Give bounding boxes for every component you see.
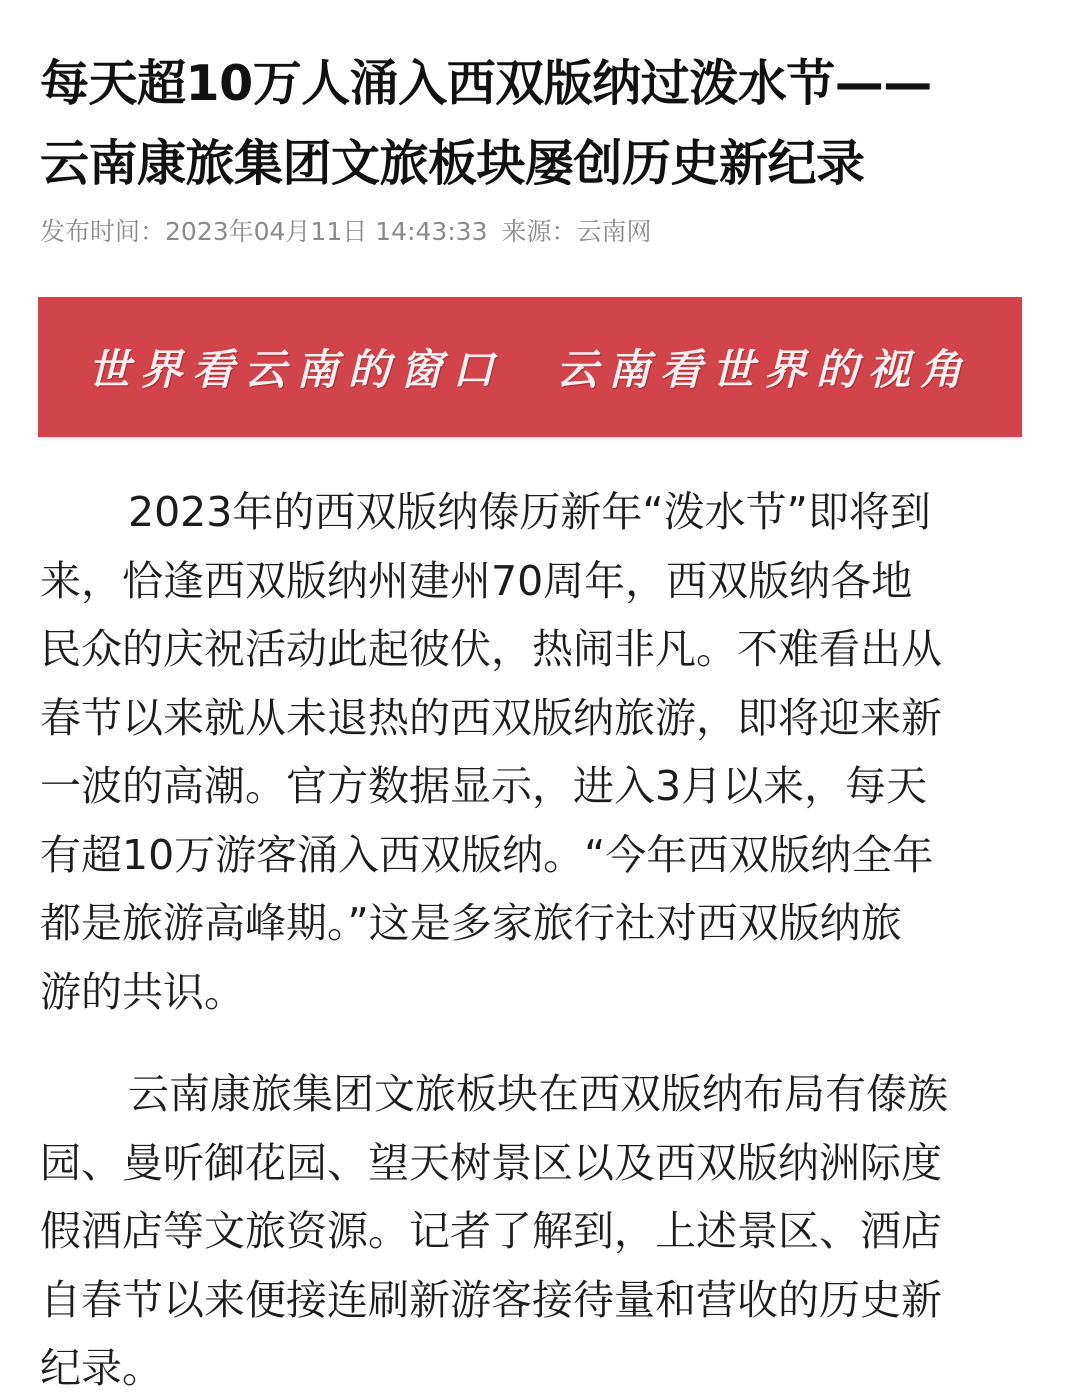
banner-slogan [88, 337, 972, 397]
article-paragraph-2 [40, 1060, 1040, 1395]
paragraph-line: 有超10万游客涌入西双版纳。“今年西双版纳全年 [40, 830, 934, 879]
article-title-line: 每天超10万人涌入西双版纳过泼水节—— [40, 55, 932, 112]
source-name[interactable]: 云南网 [576, 217, 652, 246]
paragraph-line: 假酒店等文旅资源。记者了解到，上述景区、酒店 [40, 1207, 942, 1255]
banner-slogan-right: 云南看世界的视角 [556, 345, 973, 394]
article-meta [40, 212, 652, 252]
article-paragraph-1 [40, 478, 1040, 1026]
paragraph-line: 春节以来就从未退热的西双版纳旅游，即将迎来新 [40, 693, 942, 742]
paragraph-line: 游的共识。 [40, 967, 245, 1016]
paragraph-line: 来，恰逢西双版纳州建州70周年，西双版纳各地 [40, 556, 913, 605]
article-title [40, 44, 1050, 204]
paragraph-line: 2023年的西双版纳傣历新年“泼水节”即将到 [128, 488, 931, 536]
paragraph-line: 民众的庆祝活动此起彼伏，热闹非凡。不难看出从 [40, 625, 942, 673]
paragraph-line: 园、曼听御花园、望天树景区以及西双版纳洲际度 [40, 1138, 942, 1187]
paragraph-line: 一波的高潮。官方数据显示，进入3月以来，每天 [40, 762, 928, 810]
paragraph-line: 都是旅游高峰期。”这是多家旅行社对西双版纳旅 [40, 899, 902, 947]
banner-slogan-left: 世界看云南的窗口 [87, 345, 504, 394]
paragraph-line: 纪录。 [40, 1344, 163, 1392]
paragraph-line: 自春节以来便接连刷新游客接待量和营收的历史新 [40, 1275, 942, 1324]
publish-time: 2023年04月11日 14:43:33 [165, 217, 488, 246]
source-label: 来源： [501, 217, 577, 246]
paragraph-line: 云南康旅集团文旅板块在西双版纳布局有傣族 [128, 1070, 948, 1118]
article-title-line: 云南康旅集团文旅板块屡创历史新纪录 [40, 135, 865, 192]
publish-time-label: 发布时间： [40, 217, 166, 246]
slogan-banner [38, 297, 1022, 437]
